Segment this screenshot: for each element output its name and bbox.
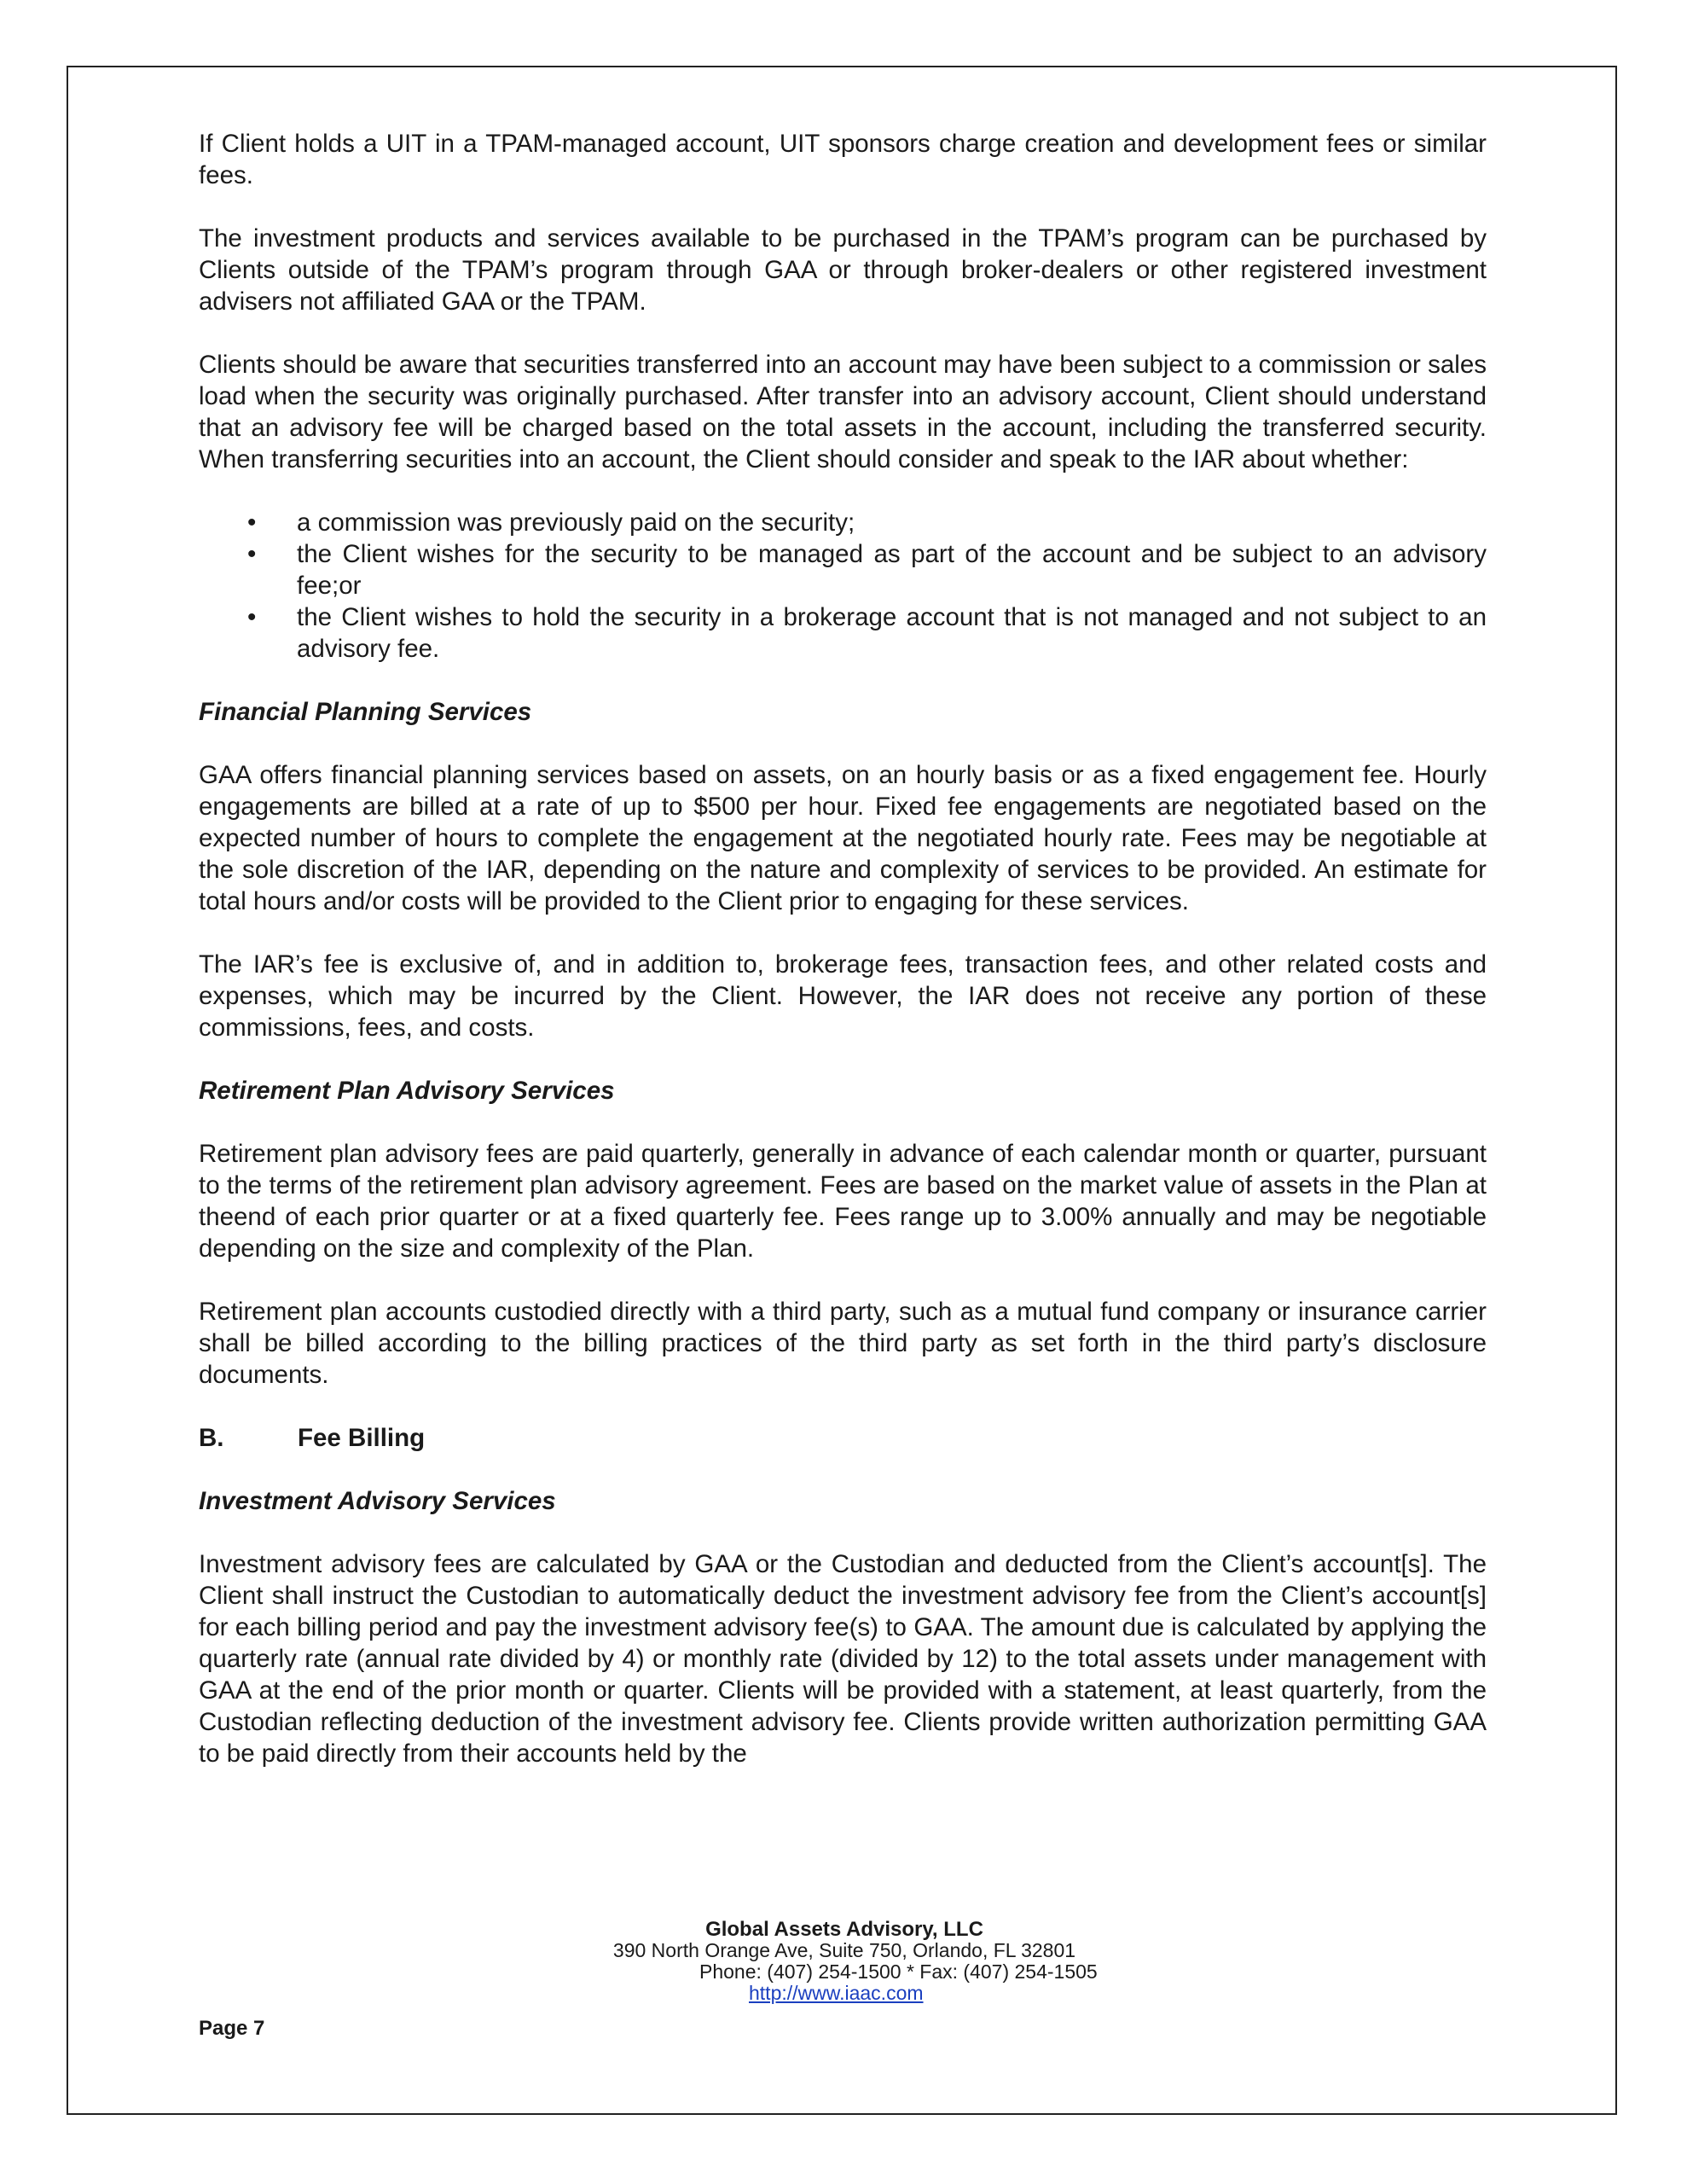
list-item [199, 538, 1487, 601]
paragraph-transferred-securities: Clients should be aware that securities transferred into an account may have been subject to a commission or sales load when the security was originally purchased. After transfer into an advisory account, Client should understand that an advisory fee will be charged based on the total assets in the account, including the transferred security. When transferring securities into an account, the Client should consider and speak to the IAR about whether: [199, 351, 1487, 473]
heading-fee-billing [199, 1422, 1487, 1454]
list-item-text: the Client wishes for the security to be managed as part of the account and be subject to an advisory fee;or [297, 540, 1487, 600]
heading-investment-advisory: Investment Advisory Services [199, 1487, 556, 1515]
bullet-icon: • [247, 603, 257, 631]
bullet-list [199, 507, 1487, 665]
section-letter: B. [199, 1424, 224, 1452]
heading-retirement-plan: Retirement Plan Advisory Services [199, 1077, 615, 1105]
heading-financial-planning: Financial Planning Services [199, 698, 532, 726]
section-title: Fee Billing [298, 1424, 426, 1452]
page-number: Page 7 [199, 2017, 265, 2040]
bullet-icon: • [247, 508, 257, 537]
footer-address: 390 North Orange Ave, Suite 750, Orlando, FL 32801 [612, 1939, 1076, 1961]
paragraph-investment-advisory-fees: Investment advisory fees are calculated by GAA or the Custodian and deducted from the Client’s account[s]. The Client shall instruct the Custodian to automatically deduct the investment advisory fee from the Client’s account[s] for each billing period and pay the investment advisory fee(s) to GAA. The amount due is calculated by applying the quarterly rate (annual rate divided by 4) or monthly rate (divided by 12) to the total assets under management with GAA at the end of the prior month or quarter. Clients will be provided with a statement, at least quarterly, from the Custodian reflecting deduction of the investment advisory fee. Clients provide written authorization permitting GAA to be paid directly from their accounts held by the [199, 1550, 1487, 1768]
footer-company-name: Global Assets Advisory, LLC [705, 1918, 983, 1941]
paragraph-products-outside-program: The investment products and services available to be purchased in the TPAM’s program can be purchased by Clients outside of the TPAM’s program through GAA or through broker-dealers or other registered investment advisers not affiliated GAA or the TPAM. [199, 224, 1487, 316]
paragraph-retirement-custodied: Retirement plan accounts custodied directly with a third party, such as a mutual fund company or insurance carrier shall be billed according to the billing practices of the third party as set forth in the third party’s disclosure documents. [199, 1298, 1487, 1389]
list-item [199, 507, 1487, 538]
bullet-icon: • [247, 540, 257, 568]
list-item [199, 601, 1487, 665]
paragraph-uit-fees: If Client holds a UIT in a TPAM-managed account, UIT sponsors charge creation and development fees or similar fees. [199, 130, 1487, 189]
paragraph-iar-fee: The IAR’s fee is exclusive of, and in addition to, brokerage fees, transaction fees, and other related costs and expenses, which may be incurred by the Client. However, the IAR does not receive any portion of these commissions, fees, and costs. [199, 950, 1487, 1042]
list-item-text: a commission was previously paid on the security; [297, 508, 855, 537]
list-item-text: the Client wishes to hold the security in a brokerage account that is not managed and not subject to an advisory fee. [297, 603, 1487, 663]
footer-phone: Phone: (407) 254-1500 * Fax: (407) 254-1505 [699, 1960, 1098, 1983]
footer-website-link[interactable]: http://www.iaac.com [749, 1982, 924, 2004]
paragraph-financial-planning-fees: GAA offers financial planning services based on assets, on an hourly basis or as a fixed engagement fee. Hourly engagements are billed at a rate of up to $500 per hour. Fixed fee engagements are negotiated based on the expected number of hours to complete the engagement at the negotiated hourly rate. Fees may be negotiable at the sole discretion of the IAR, depending on the nature and complexity of services to be provided. An estimate for total hours and/or costs will be provided to the Client prior to engaging for these services. [199, 761, 1487, 915]
paragraph-retirement-plan-fees: Retirement plan advisory fees are paid quarterly, generally in advance of each calendar month or quarter, pursuant to the terms of the retirement plan advisory agreement. Fees are based on the market value of assets in the Plan at theend of each prior quarter or at a fixed quarterly fee. Fees range up to 3.00% annually and may be negotiable depending on the size and complexity of the Plan. [199, 1140, 1487, 1263]
document-body [199, 128, 1487, 1801]
page-footer [478, 1919, 1211, 2004]
